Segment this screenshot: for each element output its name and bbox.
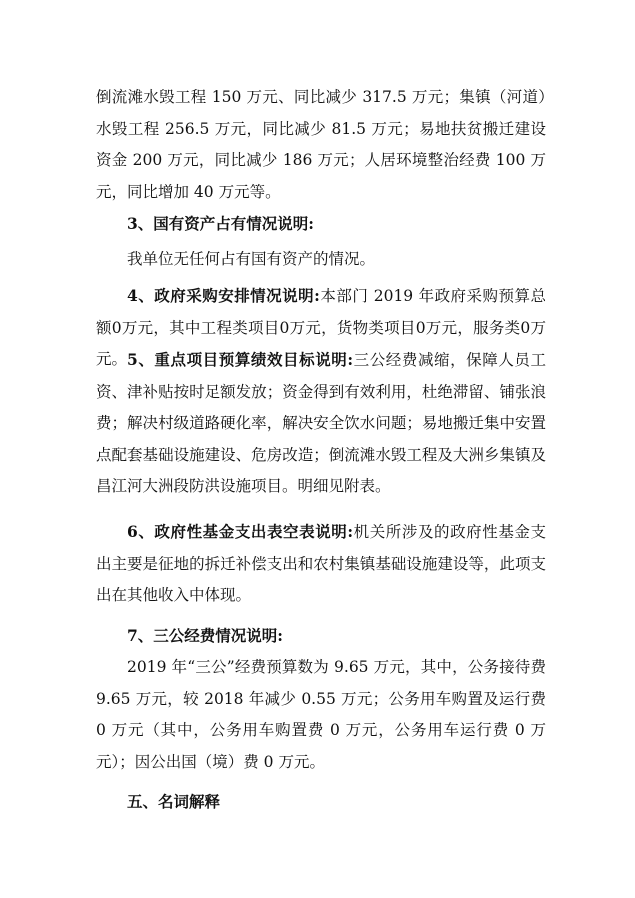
- paragraph-performance-targets: [96, 344, 546, 503]
- paragraph-state-assets: [96, 244, 546, 276]
- section-heading-terms: [96, 786, 546, 819]
- paragraph-text: 本部门 2019 年政府采购预算总额0万元，其中工程类项目0万元，货物类项目0万元，服务类0万元。: [96, 287, 546, 368]
- heading-text: 五、名词解释: [127, 792, 221, 811]
- heading-three-public-expenses: [96, 620, 546, 653]
- paragraph-text: 倒流滩水毁工程 150 万元、同比减少 317.5 万元；集镇（河道）水毁工程 256.5 万元，同比减少 81.5 万元；易地扶贫搬迁建设资金 200 万元，同比减少 186 万元；人居环境整治经费 100 万元，同比增加 40 万元等。: [96, 88, 546, 201]
- paragraph-text: 我单位无任何占有国有资产的情况。: [127, 250, 376, 268]
- paragraph-three-public-expenses: [96, 652, 546, 778]
- heading-text: 6、政府性基金支出表空表说明:: [127, 522, 354, 541]
- heading-text: 4、政府采购安排情况说明:: [127, 286, 320, 305]
- heading-text: 5、重点项目预算绩效目标说明:: [127, 350, 354, 369]
- heading-state-assets: [96, 208, 546, 241]
- paragraph-text: 三公经费减缩，保障人员工资、津补贴按时足额发放；资金得到有效利用，杜绝滞留、铺张浪费；解决村级道路硬化率，解决安全饮水问题；易地搬迁集中安置点配套基础设施建设、危房改造；倒流滩水毁工程及大洲乡集镇及昌江河大洲段防洪设施项目。明细见附表。: [96, 351, 546, 495]
- paragraph-project-spending-continued: [96, 82, 546, 208]
- paragraph-government-fund: [96, 516, 546, 612]
- heading-text: 7、三公经费情况说明:: [127, 626, 284, 645]
- heading-text: 3、国有资产占有情况说明:: [127, 214, 315, 233]
- paragraph-text: 2019 年“三公”经费预算数为 9.65 万元，其中，公务接待费 9.65 万元，较 2018 年减少 0.55 万元；公务用车购置及运行费 0 万元（其中，公务用车购置费 0 万元，公务用车运行费 0 万元）；因公出国（境）费 0 万元。: [96, 658, 546, 771]
- paragraph-text: 机关所涉及的政府性基金支出主要是征地的拆迁补偿支出和农村集镇基础设施建设等，此项支出在其他收入中体现。: [96, 523, 546, 604]
